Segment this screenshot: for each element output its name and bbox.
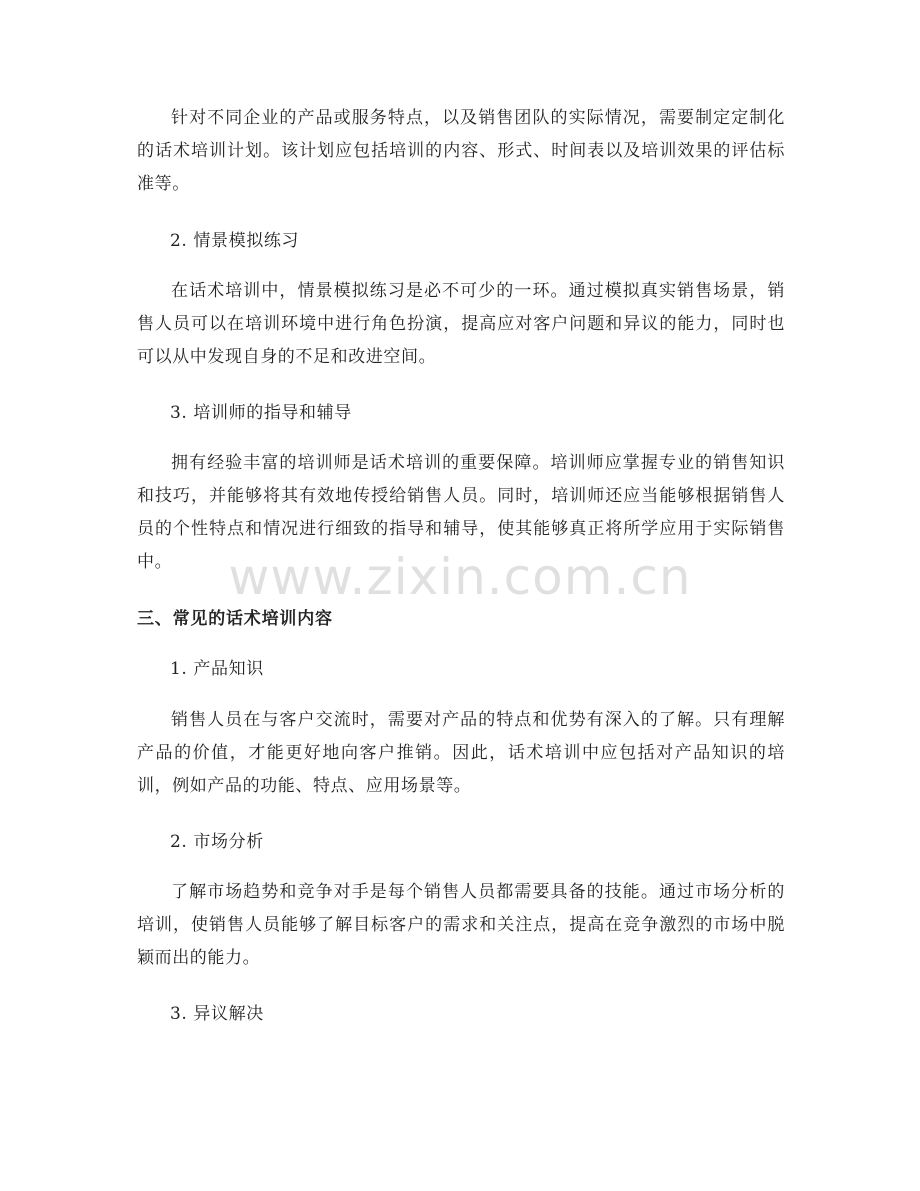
list-item-market-analysis: 2. 市场分析 bbox=[170, 832, 264, 852]
paragraph-custom-training-plan: 针对不同企业的产品或服务特点，以及销售团队的实际情况，需要制定定制化的话术培训计划。该计划应包括培训的内容、形式、时间表以及培训效果的评估标准等。 bbox=[137, 108, 785, 194]
list-item-scenario-practice: 2. 情景模拟练习 bbox=[170, 231, 300, 251]
list-item-trainer-guidance: 3. 培训师的指导和辅导 bbox=[170, 403, 352, 423]
list-item-product-knowledge: 1. 产品知识 bbox=[170, 659, 264, 679]
section-heading: 三、常见的话术培训内容 bbox=[137, 609, 333, 629]
list-item-objection-handling: 3. 异议解决 bbox=[170, 1004, 264, 1024]
paragraph-scenario-practice: 在话术培训中，情景模拟练习是必不可少的一环。通过模拟真实销售场景，销售人员可以在培训环境中进行角色扮演，提高应对客户问题和异议的能力，同时也可以从中发现自身的不足和改进空间。 bbox=[137, 281, 785, 367]
watermark: www.zixin.com.cn bbox=[228, 548, 692, 606]
paragraph-market-analysis: 了解市场趋势和竞争对手是每个销售人员都需要具备的技能。通过市场分析的培训，使销售人员能够了解目标客户的需求和关注点，提高在竞争激烈的市场中脱颖而出的能力。 bbox=[137, 882, 785, 968]
paragraph-trainer-guidance: 拥有经验丰富的培训师是话术培训的重要保障。培训师应掌握专业的销售知识和技巧，并能够将其有效地传授给销售人员。同时，培训师还应当能够根据销售人员的个性特点和情况进行细致的指导和辅导，使其能够真正将所学应用于实际销售中。 bbox=[137, 453, 785, 572]
paragraph-product-knowledge: 销售人员在与客户交流时，需要对产品的特点和优势有深入的了解。只有理解产品的价值，才能更好地向客户推销。因此，话术培训中应包括对产品知识的培训，例如产品的功能、特点、应用场景等。 bbox=[137, 710, 785, 796]
